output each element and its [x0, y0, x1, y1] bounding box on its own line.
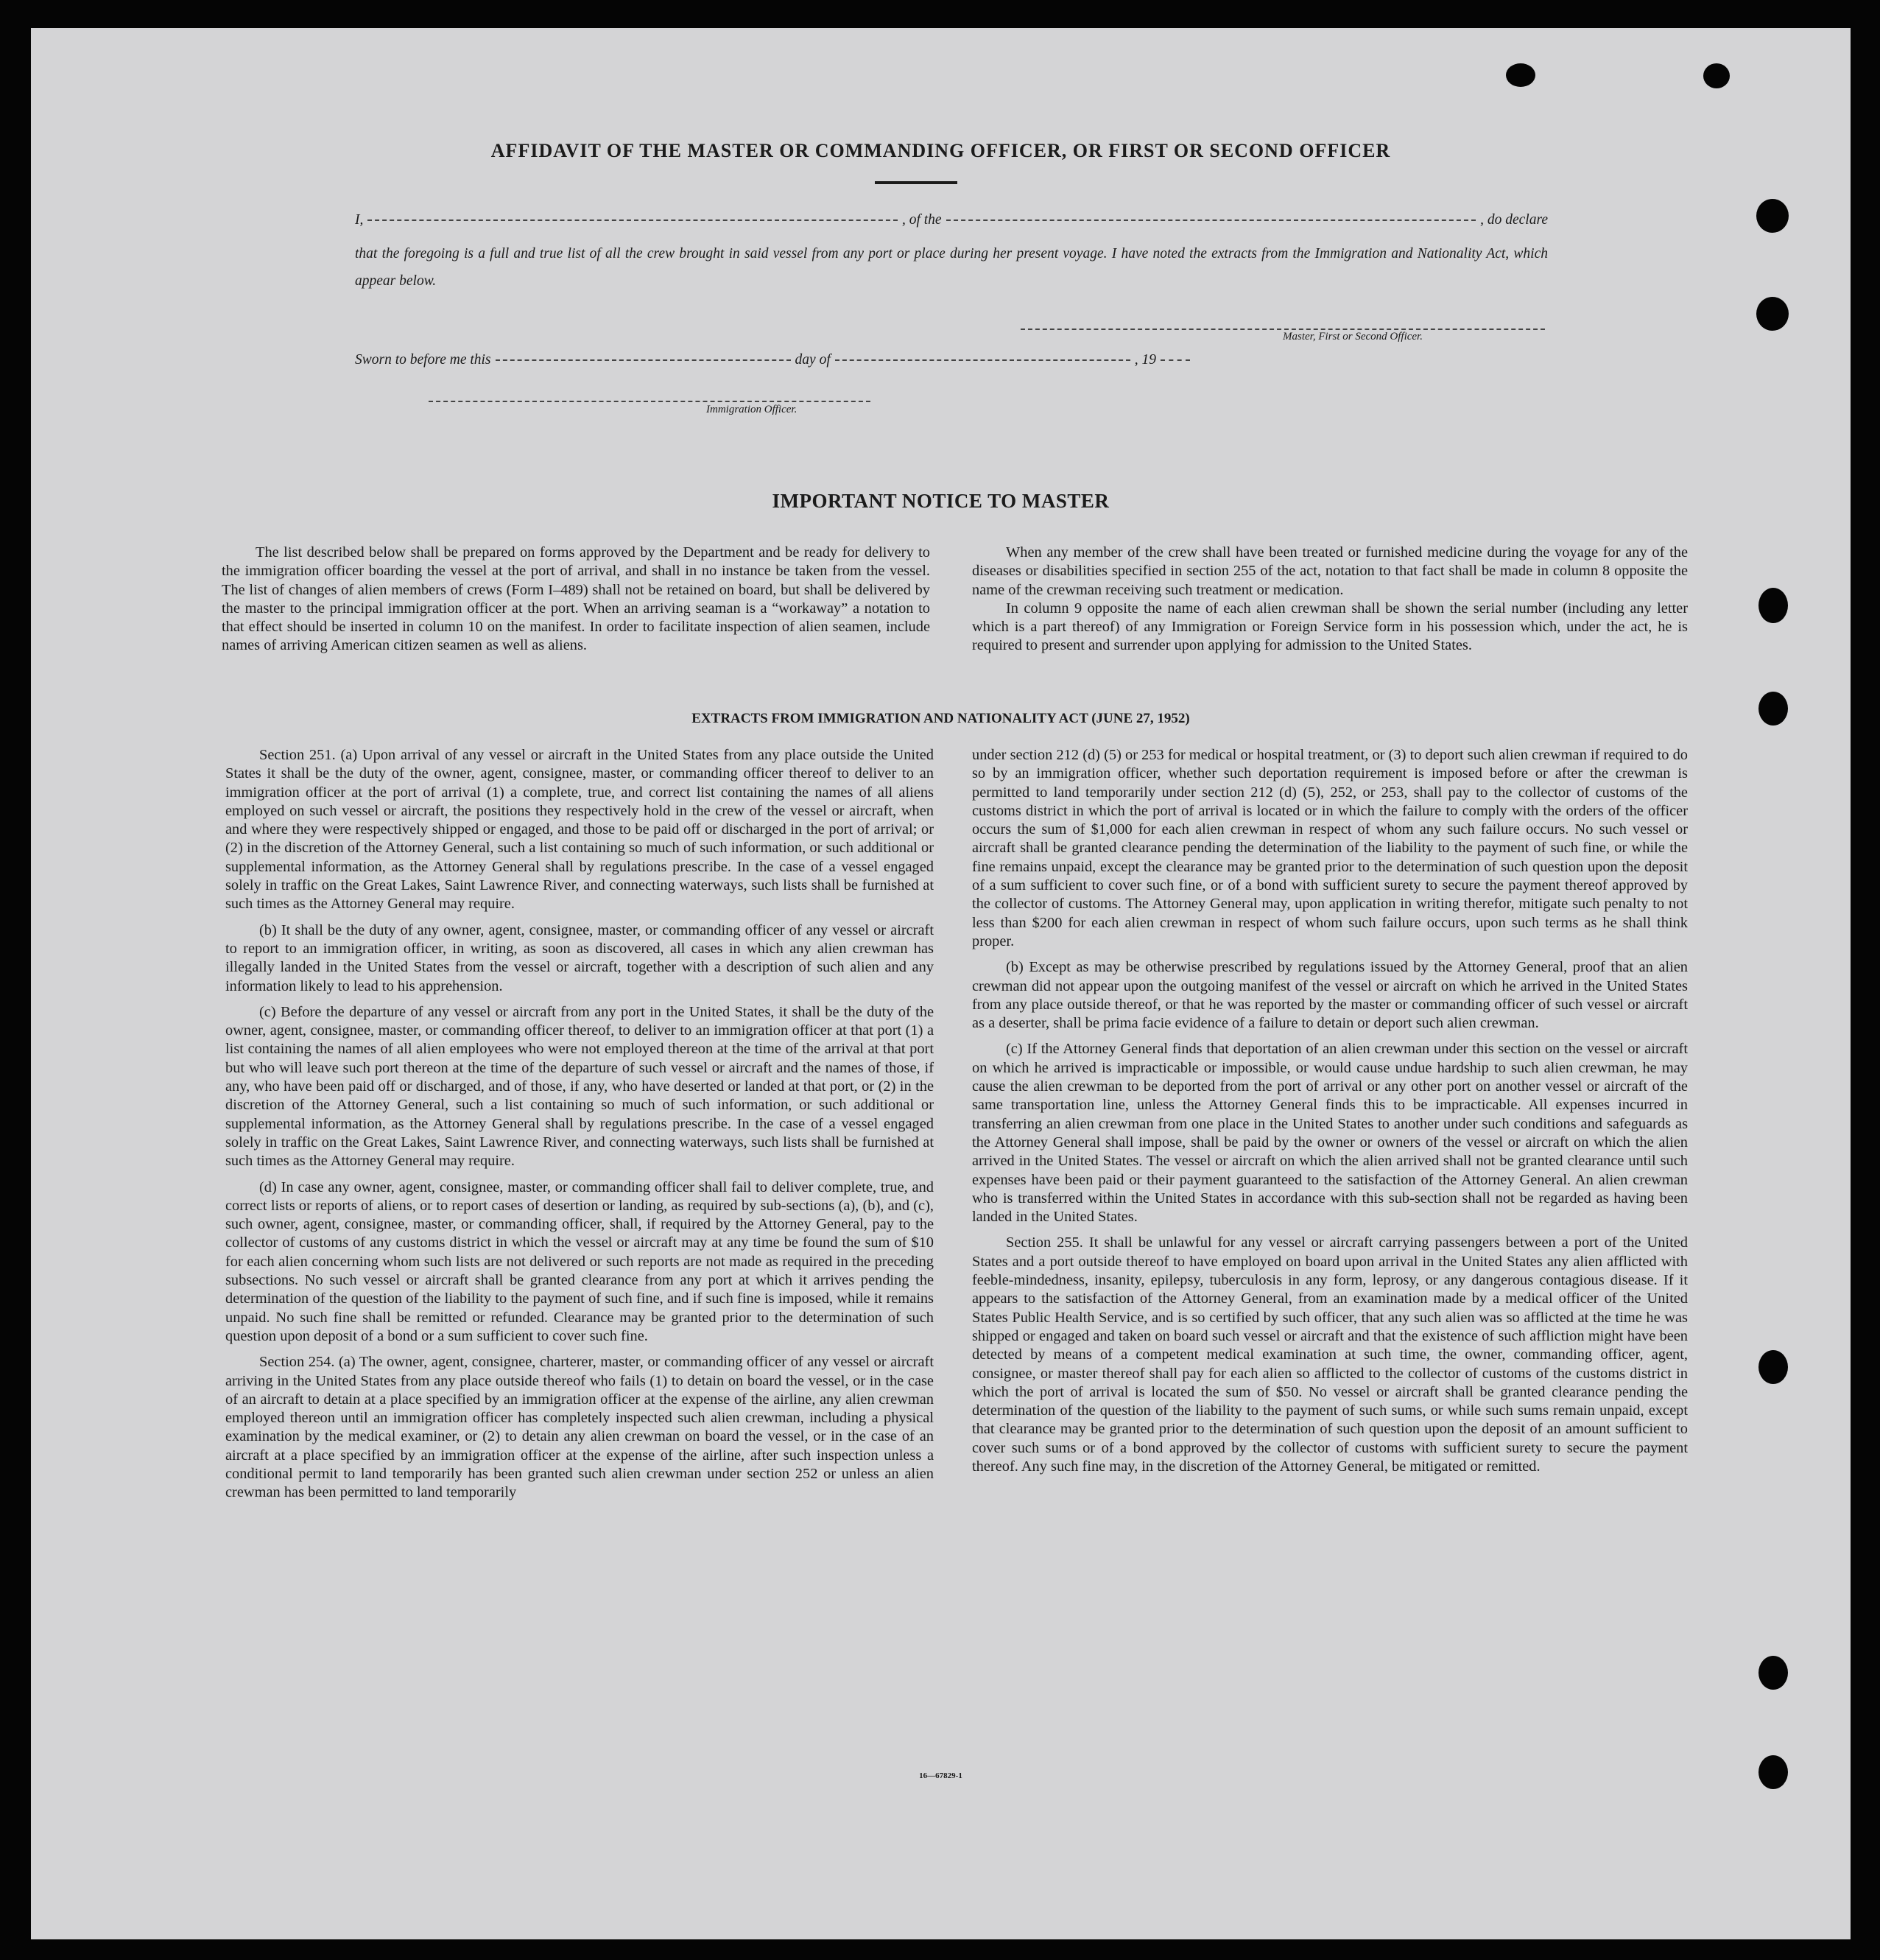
notice-left-text: The list described below shall be prepared on forms approved by the Department and be ready for delivery to the immigration officer boarding the vessel at the port of arrival, and shall in no instance be taken from the vessel. The list of changes of alien members of crews (Form I–489) shall not be retained on board, but shall be delivered by the master to the principal immigration officer at the port. When an arriving seaman is a “workaway” a notation to that effect should be inserted in column 10 on the manifest. In order to facilitate inspection of alien seamen, include names of arriving American citizen seamen as well as aliens. — [222, 544, 930, 654]
section-251-b: (b) It shall be the duty of any owner, agent, consignee, master, or commanding officer of any vessel or aircraft to report to an immigration officer, in writing, as soon as discovered, all cases in which any alien crewman has illegally landed in the United States from the vessel or aircraft, together with a description of such alien and any information likely to lead to his apprehension. — [225, 921, 934, 994]
extracts-title: EXTRACTS FROM IMMIGRATION AND NATIONALITY ACT (JUNE 27, 1952) — [691, 711, 1190, 726]
punch-hole — [1758, 1350, 1788, 1384]
extracts-left-column — [225, 746, 934, 1510]
form-code: 16—67829-1 — [919, 1771, 962, 1780]
punch-hole — [1703, 63, 1730, 88]
sworn-day-field[interactable] — [496, 359, 791, 361]
declaration-text: that the foregoing is a full and true list of all the crew brought in said vessel from any port or place during her present voyage. I have noted the extracts from the Immigration and Nationality Act, which appear below. — [355, 246, 1548, 289]
punch-hole — [1756, 199, 1789, 233]
master-signature-line[interactable] — [1021, 329, 1545, 330]
punch-hole — [1758, 588, 1788, 623]
do-declare-label: , do declare — [1480, 212, 1548, 228]
section-254-b: (b) Except as may be otherwise prescribed by regulations issued by the Attorney General, proof that an alien crewman did not appear upon the outgoing manifest of the vessel or aircraft on which he arrived in the United States from any place outside thereof, or that he was reported by the master or commanding officer of such vessel or aircraft as a deserter, shall be prima facie evidence of a failure to detain or deport such alien crewman. — [972, 959, 1688, 1032]
section-251-a: Section 251. (a) Upon arrival of any vessel or aircraft in the United States from any place outside the United States it shall be the duty of the owner, agent, consignee, master, or commanding officer thereof to deliver to an immigration officer at the port of arrival (1) a complete, true, and correct list containing the names of all aliens employed on such vessel or aircraft, the positions they respectively hold in the crew of the vessel or aircraft, when and where they were respectively shipped or engaged, and those to be paid off or discharged in the port of arrival; or (2) in the discretion of the Attorney General, such a list containing so much of such information, or such additional or supplemental information, as the Attorney General shall by regulations prescribe. In the case of a vessel engaged solely in traffic on the Great Lakes, Saint Lawrence River, and connecting waterways, such lists shall be furnished at such times as the Attorney General may require. — [225, 747, 934, 913]
punch-hole — [1758, 1656, 1788, 1690]
immigration-officer-signature-line[interactable] — [429, 401, 870, 402]
section-255: Section 255. It shall be unlawful for any vessel or aircraft carrying passengers between a port of the United States and a port outside thereof to have employed on board upon arrival in the United States any alien afflicted with feeble-mindedness, insanity, epilepsy, tuberculosis in any form, leprosy, or any dangerous contagious disease. If it appears to the satisfaction of the Attorney General, from an examination made by a medical officer of the United States Public Health Service, and is so certified by such officer, that any such alien was so afflicted at the time he was shipped or engaged and taken on board such vessel or aircraft and that the existence of such affliction might have been detected by means of a competent medical examination at such time, the owner, commanding officer, agent, consignee, or master thereof shall pay for each alien so afflicted to the collector of customs of the customs district in which the port of arrival is located the sum of $50. No vessel or aircraft shall be granted clearance pending the determination of the question of the liability to the payment of such sums, or while such sums remain unpaid, except that clearance may be granted prior to the determination of such question upon the deposit of an amount sufficient to cover such sums or of a bond approved by the collector of customs with sufficient surety to secure the payment thereof. Any such fine may, in the discretion of the Attorney General, be mitigated or remitted. — [972, 1234, 1688, 1475]
punch-hole — [1756, 297, 1789, 331]
section-254-a: Section 254. (a) The owner, agent, consignee, charterer, master, or commanding officer of any vessel or aircraft arriving in the United States from any place outside thereof who fails (1) to detain on board the vessel, or in the case of an aircraft to detain at a place specified by an immigration officer at the expense of the airline, any alien crewman employed thereon until an immigration officer has completely inspected such alien crewman, including a physical examination by the medical examiner, or (2) to detain any alien crewman on board the vessel, or in the case of an aircraft at a place specified by an immigration officer at the expense of the airline, after such inspection unless a conditional permit to land temporarily has been granted such alien crewman under section 252 or unless an alien crewman has been permitted to land temporarily — [225, 1354, 934, 1501]
declarant-name-field[interactable] — [367, 219, 898, 221]
day-of-label: day of — [795, 352, 831, 368]
sworn-year-field[interactable] — [1161, 359, 1190, 361]
notice-right — [972, 544, 1688, 656]
year-label: , 19 — [1134, 352, 1157, 368]
section-254-a-continued: under section 212 (d) (5) or 253 for medical or hospital treatment, or (3) to deport such alien crewman if required to do so by an immigration officer, whether such deportation requirement is imposed before or after the crewman is permitted to land temporarily under section 212 (d) (5), 252, or 253, shall pay to the collector of customs of the customs district in which the port of arrival is located or in which the failure to comply with the orders of the officer occurs the sum of $1,000 for each alien crewman in respect of whom any such failure occurs. No such vessel or aircraft shall be granted clearance pending the determination of the liability to the payment of such fine, or while the fine remains unpaid, except the clearance may be granted prior to the determination of such question upon the deposit of a sum sufficient to cover such fine, or of a bond with sufficient surety to secure the payment thereof approved by the collector of customs. The Attorney General may, upon application in writing therefor, mitigate such penalty to not less than $200 for each alien crewman in respect of whom such failure occurs, upon such terms as he shall think proper. — [972, 747, 1688, 949]
declarant-line — [355, 212, 1548, 228]
officer-caption: Immigration Officer. — [706, 404, 798, 415]
sworn-month-field[interactable] — [835, 359, 1130, 361]
notice-title: IMPORTANT NOTICE TO MASTER — [772, 490, 1110, 512]
notice-right-para-2: In column 9 opposite the name of each alien crewman shall be shown the serial number (including any letter which is a part thereof) of any Immigration or Foreign Service form in his possession which, under the act, he is required to present and surrender upon applying for admission to the United States. — [972, 600, 1688, 654]
section-251-c: (c) Before the departure of any vessel or aircraft from any port in the United States, it shall be the duty of the owner, agent, consignee, master, or commanding officer thereof, to deliver to an immigration officer at that port (1) a list containing the names of all alien employees who were not employed thereon at the time of the arrival at that port but who will leave such port thereon at the time of the departure of such vessel or aircraft and the names of those, if any, who have been paid off or discharged, and of those, if any, who have deserted or landed at that port, or (2) in the discretion of the Attorney General, such a list containing so much of such information, or such additional or supplemental information, as the Attorney General shall by regulations prescribe. In the case of a vessel engaged solely in traffic on the Great Lakes, Saint Lawrence River, and connecting waterways, such lists shall be furnished at such times as the Attorney General may require. — [225, 1003, 934, 1170]
i-label: I, — [355, 212, 364, 228]
of-the-label: , of the — [901, 212, 942, 228]
title-rule — [875, 181, 957, 184]
affidavit-title: AFFIDAVIT OF THE MASTER OR COMMANDING OFFICER, OR FIRST OR SECOND OFFICER — [490, 140, 1391, 161]
notice-right-para-1: When any member of the crew shall have been treated or furnished medicine during the voyage for any of the diseases or disabilities specified in section 255 of the act, notation to that fact shall be made in column 8 opposite the name of the crewman receiving such treatment or medication. — [972, 544, 1688, 598]
section-254-c: (c) If the Attorney General finds that deportation of an alien crewman under this section on the vessel or aircraft on which he arrived is impracticable or impossible, or would cause undue hardship to such alien crewman, he may cause the alien crewman to be deported from the port of arrival or any other port on another vessel or aircraft of the same transportation line, unless the Attorney General finds this to be impracticable. All expenses incurred in transferring an alien crewman from one place in the United States to another under such conditions and safeguards as the Attorney General shall impose, shall be paid by the owner or owners of the vessel or aircraft on which the alien arrived in the United States. The vessel or aircraft on which the alien arrived shall not be granted clearance until such expenses have been paid or their payment guaranteed to the satisfaction of the Attorney General. An alien crewman who is transferred within the United States in accordance with this sub-section shall not be regarded as having been landed in the United States. — [972, 1041, 1688, 1226]
document-page — [31, 28, 1851, 1939]
vessel-name-field[interactable] — [946, 219, 1476, 221]
notice-left — [222, 544, 930, 656]
punch-hole — [1506, 63, 1535, 87]
master-caption: Master, First or Second Officer. — [1283, 331, 1423, 343]
sworn-label: Sworn to before me this — [355, 352, 491, 368]
extracts-right-column — [972, 746, 1688, 1483]
section-251-d: (d) In case any owner, agent, consignee, master, or commanding officer shall fail to deliver complete, true, and correct lists or reports of aliens, or to report cases of desertion or landing, as required by sub-sections (a), (b), and (c), such owner, agent, consignee, master, or commanding officer, shall, if required by the Attorney General, pay to the collector of customs of any customs district in which the vessel or aircraft may at any time be found the sum of $10 for each alien concerning whom such lists are not delivered or such reports are not made as required in the preceding subsections. No such vessel or aircraft shall be granted clearance from any port at which it arrives pending the determination of the question of the liability to the payment of such fine, and if such fine is imposed, while it remains unpaid. No such fine shall be remitted or refunded. Clearance may be granted prior to the determination of such question upon deposit of a bond or a sum sufficient to cover such fine. — [225, 1179, 934, 1344]
sworn-line — [355, 352, 1194, 368]
